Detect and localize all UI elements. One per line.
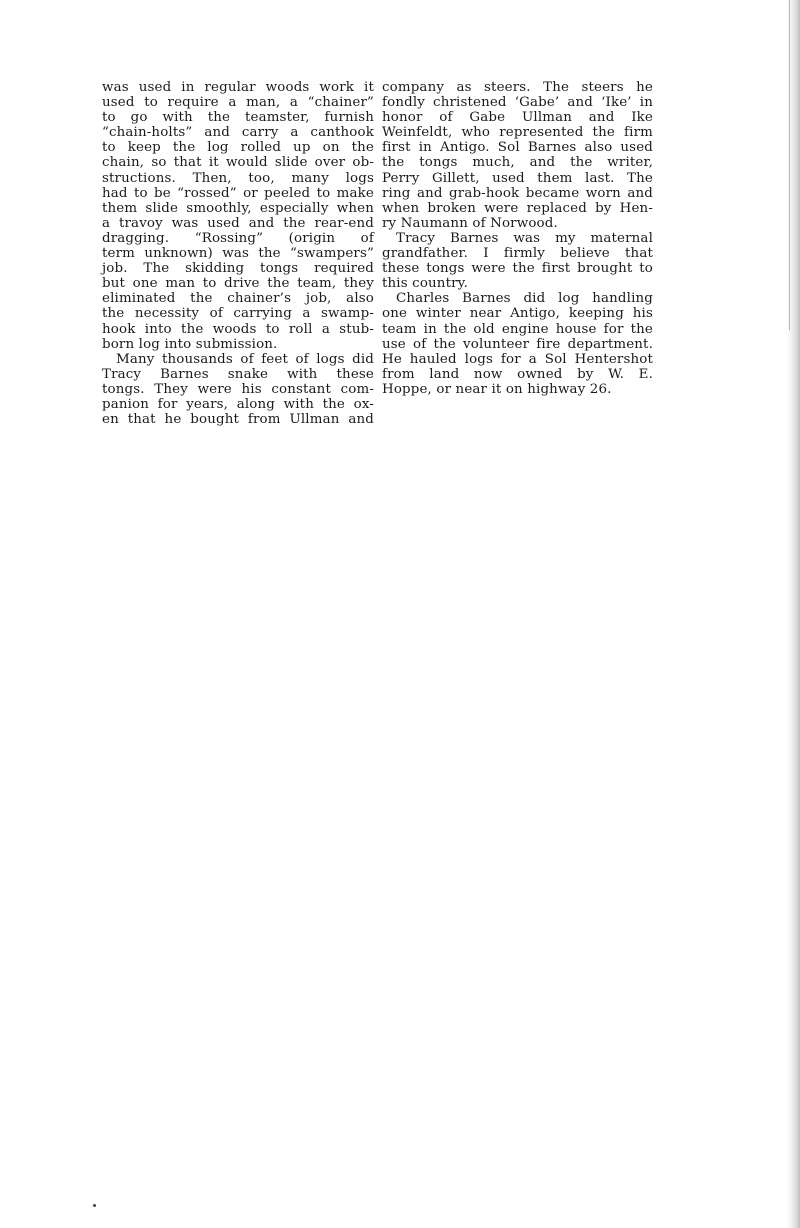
text-line: dragging. “Rossing” (origin of (102, 230, 374, 246)
text-line: had to be “rossed” or peeled to make (102, 185, 374, 201)
text-line: this country. (382, 276, 468, 292)
text-line: used to require a man, a “chainer” (102, 95, 374, 111)
text-line: a travoy was used and the rear-end (102, 215, 374, 231)
text-line: to keep the log rolled up on the (102, 140, 374, 156)
text-line: team in the old engine house for the (382, 321, 653, 337)
text-line: Tracy Barnes snake with these (102, 366, 374, 382)
text-line: term unknown) was the “swampers” (102, 246, 374, 262)
text-line: one winter near Antigo, keeping his (382, 306, 653, 322)
text-line: en that he bought from Ullman and (102, 412, 374, 428)
page-speck (93, 1204, 96, 1207)
text-line: Perry Gillett, used them last. The (382, 170, 653, 186)
text-line: to go with the teamster, furnish (102, 110, 374, 126)
text-line: grandfather. I firmly believe that (382, 246, 653, 262)
right-text-column (382, 80, 653, 397)
text-line: chain, so that it would slide over ob- (102, 155, 374, 171)
text-line: Weinfeldt, who represented the firm (382, 125, 653, 141)
text-line: ry Naumann of Norwood. (382, 215, 558, 231)
text-line: company as steers. The steers he (382, 80, 653, 95)
text-line: but one man to drive the team, they (102, 276, 374, 292)
text-line: these tongs were the first brought to (382, 261, 653, 277)
text-line: hook into the woods to roll a stub- (102, 321, 374, 337)
text-line: He hauled logs for a Sol Hentershot (382, 351, 653, 367)
text-line: Tracy Barnes was my maternal (396, 230, 653, 246)
text-line: eliminated the chainer’s job, also (102, 291, 374, 307)
text-line: the tongs much, and the writer, (382, 155, 653, 171)
text-line: Charles Barnes did log handling (396, 291, 653, 307)
text-line: Many thousands of feet of logs did (116, 351, 374, 367)
text-line: structions. Then, too, many logs (102, 170, 374, 186)
text-line: when broken were replaced by Hen- (382, 200, 653, 216)
text-line: them slide smoothly, especially when (102, 200, 374, 216)
text-line: first in Antigo. Sol Barnes also used (382, 140, 653, 156)
text-line: from land now owned by W. E. (382, 366, 653, 382)
text-line: tongs. They were his constant com- (102, 381, 374, 397)
text-line: honor of Gabe Ullman and Ike (382, 110, 653, 126)
text-line: was used in regular woods work it (102, 80, 374, 95)
left-text-column (102, 80, 374, 427)
text-line: fondly christened ‘Gabe’ and ‘Ike’ in (382, 95, 653, 111)
text-line: use of the volunteer fire department. (382, 336, 653, 352)
text-line: job. The skidding tongs required (102, 261, 374, 277)
text-line: Hoppe, or near it on highway 26. (382, 381, 612, 397)
text-line: ring and grab-hook became worn and (382, 185, 653, 201)
text-line: born log into submission. (102, 336, 278, 352)
text-line: the necessity of carrying a swamp- (102, 306, 374, 322)
page-edge-line (789, 0, 790, 330)
text-line: “chain-holts” and carry a canthook (102, 125, 374, 141)
text-line: panion for years, along with the ox- (102, 396, 374, 412)
